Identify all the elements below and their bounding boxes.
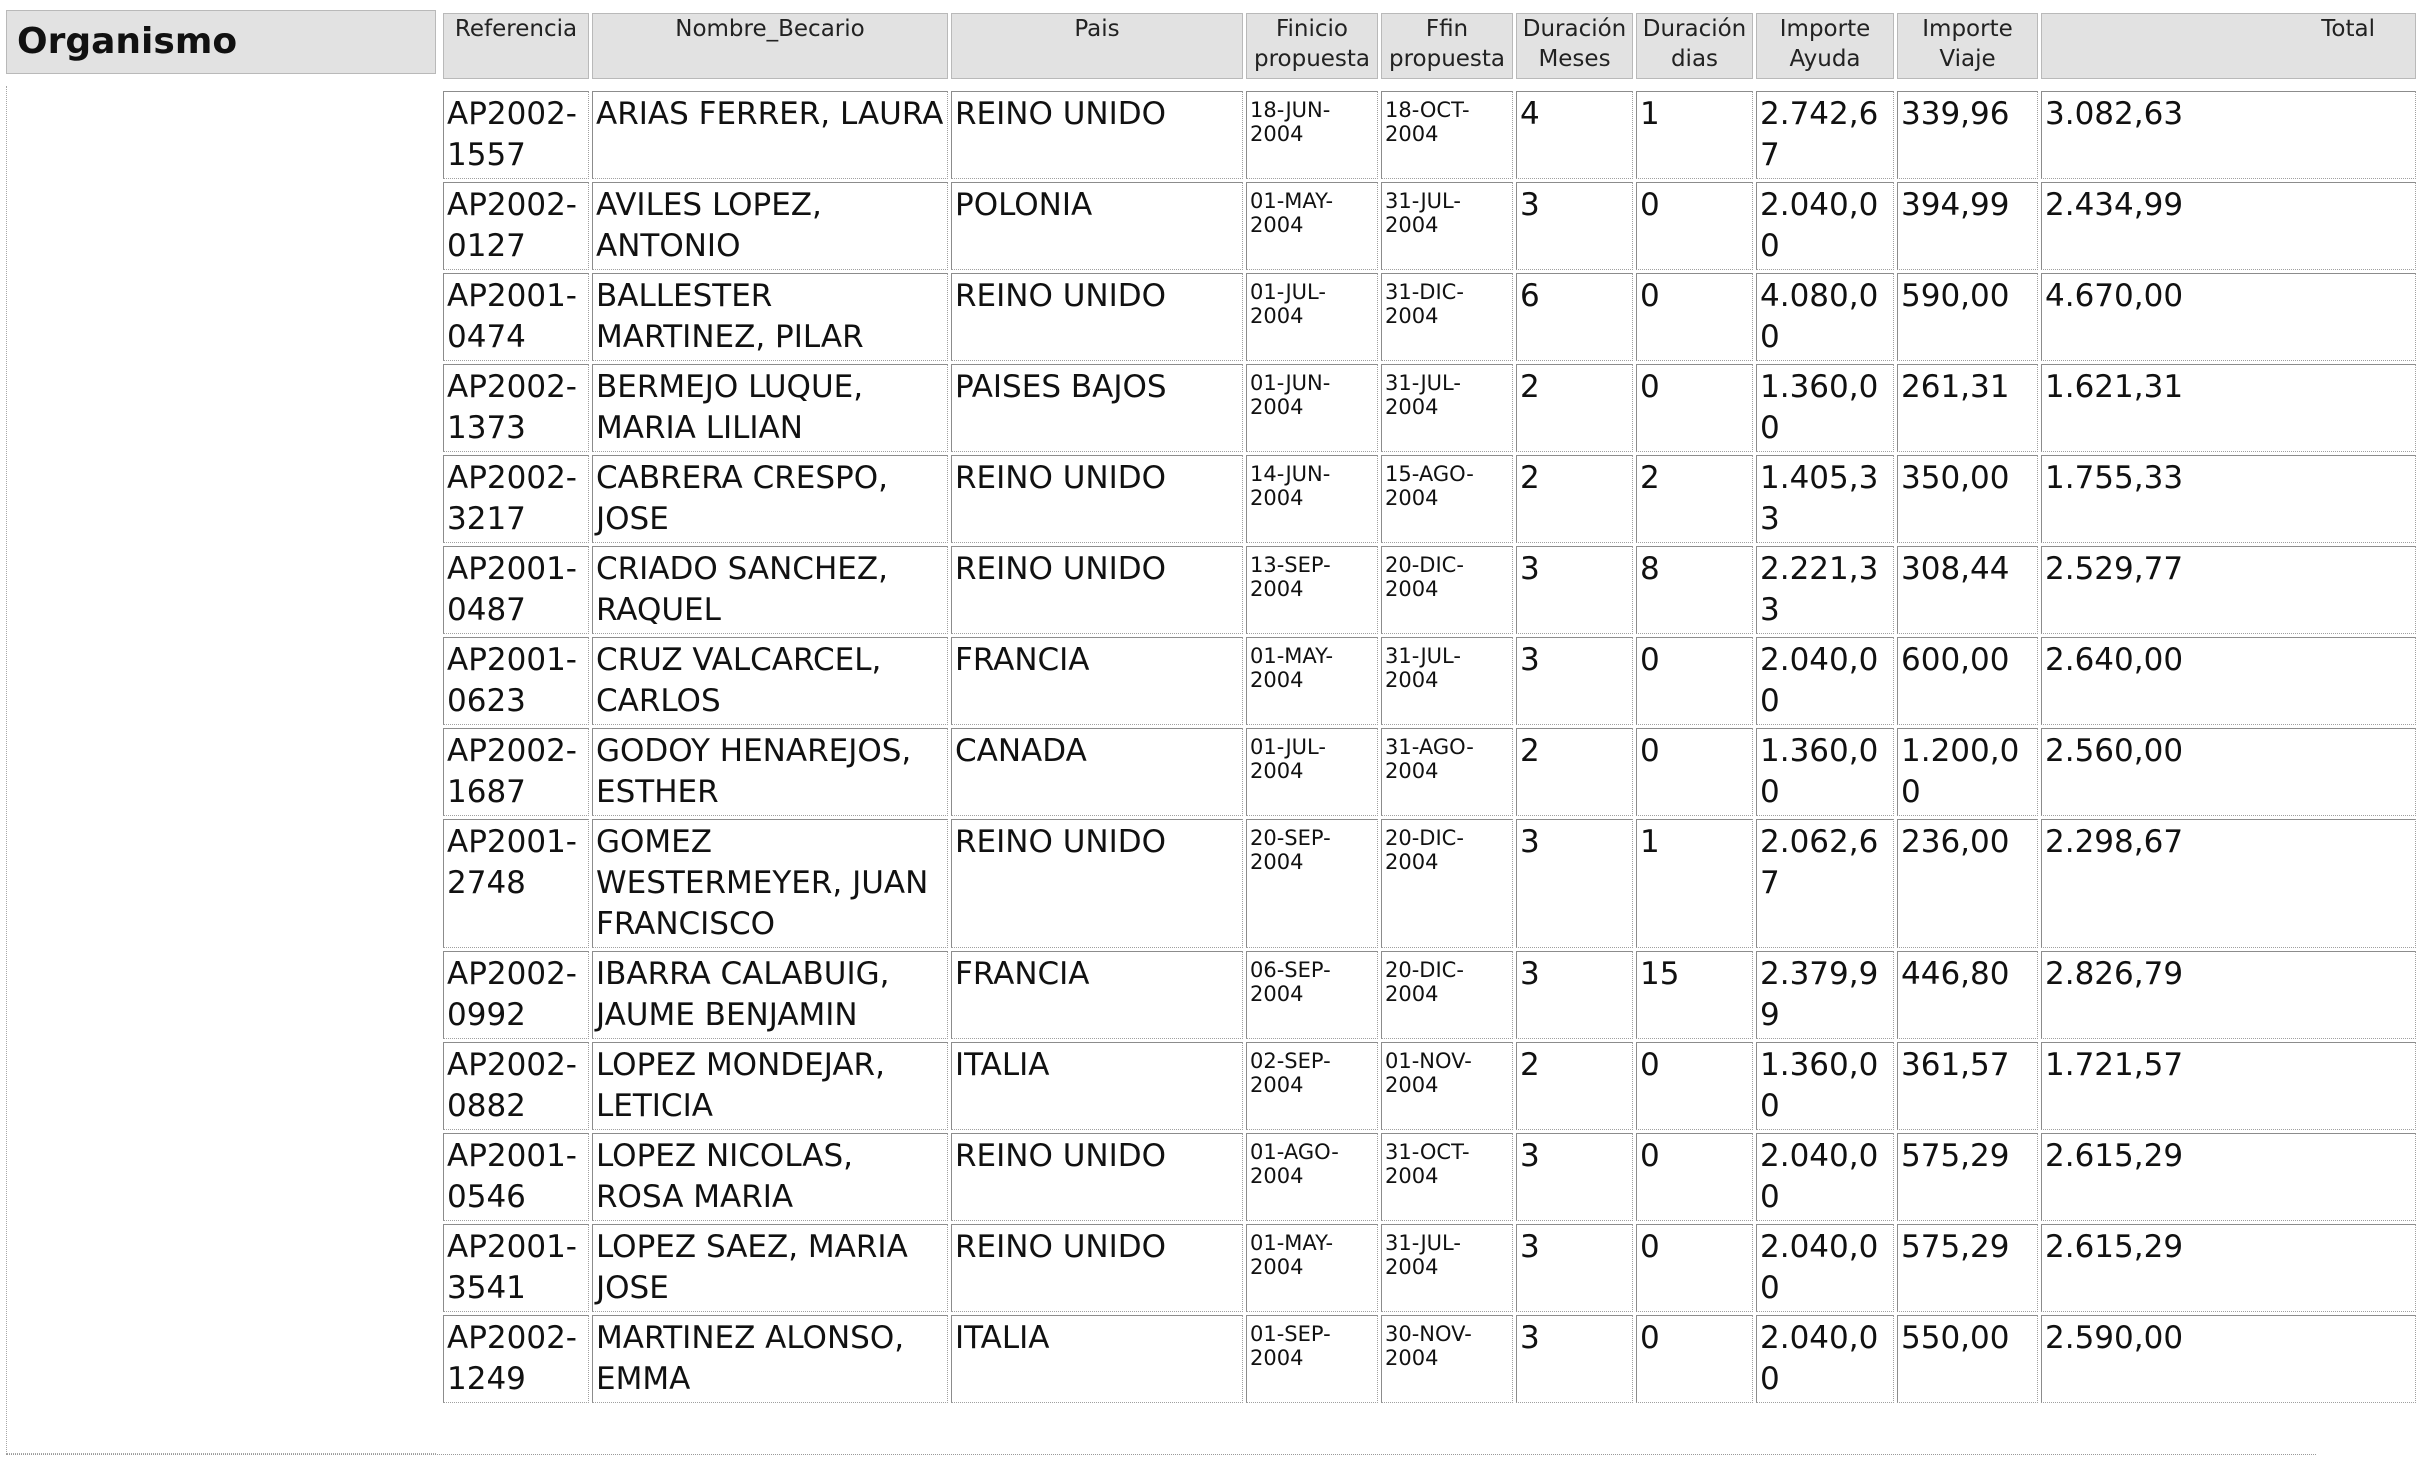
cell-referencia: AP2001-2748: [443, 819, 589, 948]
cell-importe-ayuda: 2.221,33: [1756, 546, 1894, 634]
cell-finicio: 14-JUN-2004: [1246, 455, 1378, 543]
cell-ffin: 01-NOV-2004: [1381, 1042, 1513, 1130]
cell-importe-viaje: 339,96: [1897, 91, 2038, 179]
cell-pais: PAISES BAJOS: [951, 364, 1243, 452]
cell-referencia: AP2001-3541: [443, 1224, 589, 1312]
cell-nombre: LOPEZ NICOLAS, ROSA MARIA: [592, 1133, 948, 1221]
cell-pais: REINO UNIDO: [951, 819, 1243, 948]
cell-importe-viaje: 550,00: [1897, 1315, 2038, 1403]
cell-importe-ayuda: 2.040,00: [1756, 182, 1894, 270]
cell-ffin: 31-AGO-2004: [1381, 728, 1513, 816]
cell-nombre: AVILES LOPEZ, ANTONIO: [592, 182, 948, 270]
cell-total: 2.826,79: [2041, 951, 2416, 1039]
cell-nombre: CABRERA CRESPO, JOSE: [592, 455, 948, 543]
table-row: [443, 637, 2416, 725]
cell-importe-ayuda: 1.360,00: [1756, 1042, 1894, 1130]
cell-finicio: 01-JUL-2004: [1246, 273, 1378, 361]
organismo-column: [6, 86, 436, 1454]
table-row: [443, 1224, 2416, 1312]
cell-total: 2.560,00: [2041, 728, 2416, 816]
cell-importe-viaje: 236,00: [1897, 819, 2038, 948]
col-header-nombre: Nombre_Becario: [592, 13, 948, 79]
cell-ffin: 31-JUL-2004: [1381, 182, 1513, 270]
table-row: [443, 364, 2416, 452]
cell-pais: ITALIA: [951, 1042, 1243, 1130]
col-header-duracion-meses: Duración Meses: [1516, 13, 1633, 79]
cell-duracion-meses: 3: [1516, 546, 1633, 634]
table-row: [443, 951, 2416, 1039]
cell-importe-ayuda: 2.742,67: [1756, 91, 1894, 179]
col-header-duracion-dias: Duración dias: [1636, 13, 1753, 79]
cell-finicio: 01-MAY-2004: [1246, 1224, 1378, 1312]
cell-nombre: BALLESTER MARTINEZ, PILAR: [592, 273, 948, 361]
cell-pais: REINO UNIDO: [951, 1133, 1243, 1221]
col-header-ffin: Ffin propuesta: [1381, 13, 1513, 79]
organismo-label: Organismo: [17, 21, 238, 62]
cell-importe-viaje: 350,00: [1897, 455, 2038, 543]
cell-finicio: 13-SEP-2004: [1246, 546, 1378, 634]
cell-nombre: CRUZ VALCARCEL, CARLOS: [592, 637, 948, 725]
cell-referencia: AP2002-1249: [443, 1315, 589, 1403]
table-row: [443, 455, 2416, 543]
table-row: [443, 273, 2416, 361]
cell-importe-viaje: 1.200,00: [1897, 728, 2038, 816]
cell-ffin: 31-OCT-2004: [1381, 1133, 1513, 1221]
cell-total: 2.640,00: [2041, 637, 2416, 725]
table-row: [443, 1042, 2416, 1130]
cell-ffin: 31-JUL-2004: [1381, 364, 1513, 452]
cell-total: 1.721,57: [2041, 1042, 2416, 1130]
cell-pais: REINO UNIDO: [951, 91, 1243, 179]
cell-duracion-meses: 2: [1516, 364, 1633, 452]
cell-referencia: AP2002-0127: [443, 182, 589, 270]
cell-ffin: 31-DIC-2004: [1381, 273, 1513, 361]
cell-pais: FRANCIA: [951, 637, 1243, 725]
table-row: [443, 728, 2416, 816]
cell-importe-viaje: 261,31: [1897, 364, 2038, 452]
col-header-importe-viaje: Importe Viaje: [1897, 13, 2038, 79]
cell-duracion-dias: 2: [1636, 455, 1753, 543]
cell-duracion-dias: 1: [1636, 91, 1753, 179]
cell-referencia: AP2002-1687: [443, 728, 589, 816]
cell-ffin: 15-AGO-2004: [1381, 455, 1513, 543]
cell-nombre: GOMEZ WESTERMEYER, JUAN FRANCISCO: [592, 819, 948, 948]
cell-ffin: 20-DIC-2004: [1381, 546, 1513, 634]
cell-referencia: AP2001-0546: [443, 1133, 589, 1221]
cell-pais: POLONIA: [951, 182, 1243, 270]
cell-referencia: AP2002-0992: [443, 951, 589, 1039]
cell-duracion-dias: 15: [1636, 951, 1753, 1039]
cell-nombre: BERMEJO LUQUE, MARIA LILIAN: [592, 364, 948, 452]
cell-total: 1.755,33: [2041, 455, 2416, 543]
cell-duracion-dias: 1: [1636, 819, 1753, 948]
cell-importe-ayuda: 2.379,99: [1756, 951, 1894, 1039]
cell-total: 2.615,29: [2041, 1133, 2416, 1221]
cell-finicio: 01-JUL-2004: [1246, 728, 1378, 816]
cell-referencia: AP2001-0487: [443, 546, 589, 634]
cell-duracion-dias: 0: [1636, 1224, 1753, 1312]
bottom-divider: [6, 1454, 2316, 1455]
cell-referencia: AP2002-3217: [443, 455, 589, 543]
cell-duracion-meses: 3: [1516, 1133, 1633, 1221]
col-header-importe-ayuda: Importe Ayuda: [1756, 13, 1894, 79]
cell-importe-viaje: 446,80: [1897, 951, 2038, 1039]
cell-total: 1.621,31: [2041, 364, 2416, 452]
cell-finicio: 06-SEP-2004: [1246, 951, 1378, 1039]
cell-finicio: 01-MAY-2004: [1246, 182, 1378, 270]
cell-ffin: 18-OCT-2004: [1381, 91, 1513, 179]
cell-total: 2.434,99: [2041, 182, 2416, 270]
organismo-header: [6, 10, 436, 74]
cell-duracion-dias: 0: [1636, 182, 1753, 270]
header-spacer: [443, 82, 2416, 88]
cell-referencia: AP2002-1557: [443, 91, 589, 179]
col-header-pais: Pais: [951, 13, 1243, 79]
cell-pais: ITALIA: [951, 1315, 1243, 1403]
cell-total: 2.590,00: [2041, 1315, 2416, 1403]
cell-finicio: 02-SEP-2004: [1246, 1042, 1378, 1130]
cell-total: 2.615,29: [2041, 1224, 2416, 1312]
cell-duracion-meses: 2: [1516, 455, 1633, 543]
cell-importe-viaje: 590,00: [1897, 273, 2038, 361]
cell-finicio: 01-MAY-2004: [1246, 637, 1378, 725]
cell-duracion-dias: 0: [1636, 728, 1753, 816]
cell-duracion-meses: 2: [1516, 1042, 1633, 1130]
cell-duracion-meses: 3: [1516, 951, 1633, 1039]
cell-finicio: 01-AGO-2004: [1246, 1133, 1378, 1221]
cell-importe-viaje: 308,44: [1897, 546, 2038, 634]
cell-importe-viaje: 394,99: [1897, 182, 2038, 270]
cell-nombre: LOPEZ MONDEJAR, LETICIA: [592, 1042, 948, 1130]
table-row: [443, 91, 2416, 179]
cell-referencia: AP2002-0882: [443, 1042, 589, 1130]
cell-pais: REINO UNIDO: [951, 455, 1243, 543]
cell-importe-viaje: 600,00: [1897, 637, 2038, 725]
cell-duracion-meses: 3: [1516, 637, 1633, 725]
cell-total: 4.670,00: [2041, 273, 2416, 361]
cell-ffin: 31-JUL-2004: [1381, 637, 1513, 725]
table-row: [443, 1133, 2416, 1221]
cell-total: 2.529,77: [2041, 546, 2416, 634]
cell-ffin: 30-NOV-2004: [1381, 1315, 1513, 1403]
cell-referencia: AP2001-0623: [443, 637, 589, 725]
becarios-table: [440, 10, 2419, 1406]
table-row: [443, 182, 2416, 270]
cell-ffin: 20-DIC-2004: [1381, 819, 1513, 948]
cell-nombre: CRIADO SANCHEZ, RAQUEL: [592, 546, 948, 634]
cell-importe-ayuda: 2.040,00: [1756, 637, 1894, 725]
col-header-total: Total: [2041, 13, 2416, 79]
cell-duracion-dias: 0: [1636, 637, 1753, 725]
cell-duracion-meses: 3: [1516, 182, 1633, 270]
cell-importe-ayuda: 4.080,00: [1756, 273, 1894, 361]
col-header-referencia: Referencia: [443, 13, 589, 79]
cell-duracion-dias: 0: [1636, 273, 1753, 361]
cell-nombre: LOPEZ SAEZ, MARIA JOSE: [592, 1224, 948, 1312]
col-header-finicio: Finicio propuesta: [1246, 13, 1378, 79]
cell-duracion-meses: 3: [1516, 1224, 1633, 1312]
cell-importe-viaje: 575,29: [1897, 1224, 2038, 1312]
cell-pais: FRANCIA: [951, 951, 1243, 1039]
cell-duracion-meses: 6: [1516, 273, 1633, 361]
cell-nombre: MARTINEZ ALONSO, EMMA: [592, 1315, 948, 1403]
spacer-cell: [443, 82, 2416, 88]
cell-nombre: IBARRA CALABUIG, JAUME BENJAMIN: [592, 951, 948, 1039]
cell-pais: REINO UNIDO: [951, 546, 1243, 634]
cell-total: 2.298,67: [2041, 819, 2416, 948]
table-row: [443, 1315, 2416, 1403]
cell-finicio: 01-JUN-2004: [1246, 364, 1378, 452]
cell-ffin: 20-DIC-2004: [1381, 951, 1513, 1039]
cell-pais: REINO UNIDO: [951, 273, 1243, 361]
cell-importe-ayuda: 2.040,00: [1756, 1315, 1894, 1403]
cell-ffin: 31-JUL-2004: [1381, 1224, 1513, 1312]
cell-referencia: AP2001-0474: [443, 273, 589, 361]
cell-finicio: 20-SEP-2004: [1246, 819, 1378, 948]
cell-finicio: 01-SEP-2004: [1246, 1315, 1378, 1403]
cell-duracion-dias: 0: [1636, 364, 1753, 452]
cell-importe-ayuda: 2.062,67: [1756, 819, 1894, 948]
cell-importe-viaje: 575,29: [1897, 1133, 2038, 1221]
cell-importe-ayuda: 1.360,00: [1756, 728, 1894, 816]
cell-importe-viaje: 361,57: [1897, 1042, 2038, 1130]
table-header-row: [443, 13, 2416, 79]
cell-nombre: ARIAS FERRER, LAURA: [592, 91, 948, 179]
cell-duracion-dias: 0: [1636, 1042, 1753, 1130]
table-row: [443, 819, 2416, 948]
cell-referencia: AP2002-1373: [443, 364, 589, 452]
cell-importe-ayuda: 1.405,33: [1756, 455, 1894, 543]
cell-duracion-dias: 8: [1636, 546, 1753, 634]
cell-importe-ayuda: 1.360,00: [1756, 364, 1894, 452]
cell-duracion-meses: 3: [1516, 1315, 1633, 1403]
cell-importe-ayuda: 2.040,00: [1756, 1224, 1894, 1312]
cell-duracion-dias: 0: [1636, 1315, 1753, 1403]
table-row: [443, 546, 2416, 634]
cell-duracion-dias: 0: [1636, 1133, 1753, 1221]
cell-total: 3.082,63: [2041, 91, 2416, 179]
cell-pais: CANADA: [951, 728, 1243, 816]
cell-duracion-meses: 4: [1516, 91, 1633, 179]
cell-duracion-meses: 2: [1516, 728, 1633, 816]
cell-nombre: GODOY HENAREJOS, ESTHER: [592, 728, 948, 816]
cell-pais: REINO UNIDO: [951, 1224, 1243, 1312]
cell-duracion-meses: 3: [1516, 819, 1633, 948]
table-body: [443, 91, 2416, 1403]
cell-finicio: 18-JUN-2004: [1246, 91, 1378, 179]
cell-importe-ayuda: 2.040,00: [1756, 1133, 1894, 1221]
